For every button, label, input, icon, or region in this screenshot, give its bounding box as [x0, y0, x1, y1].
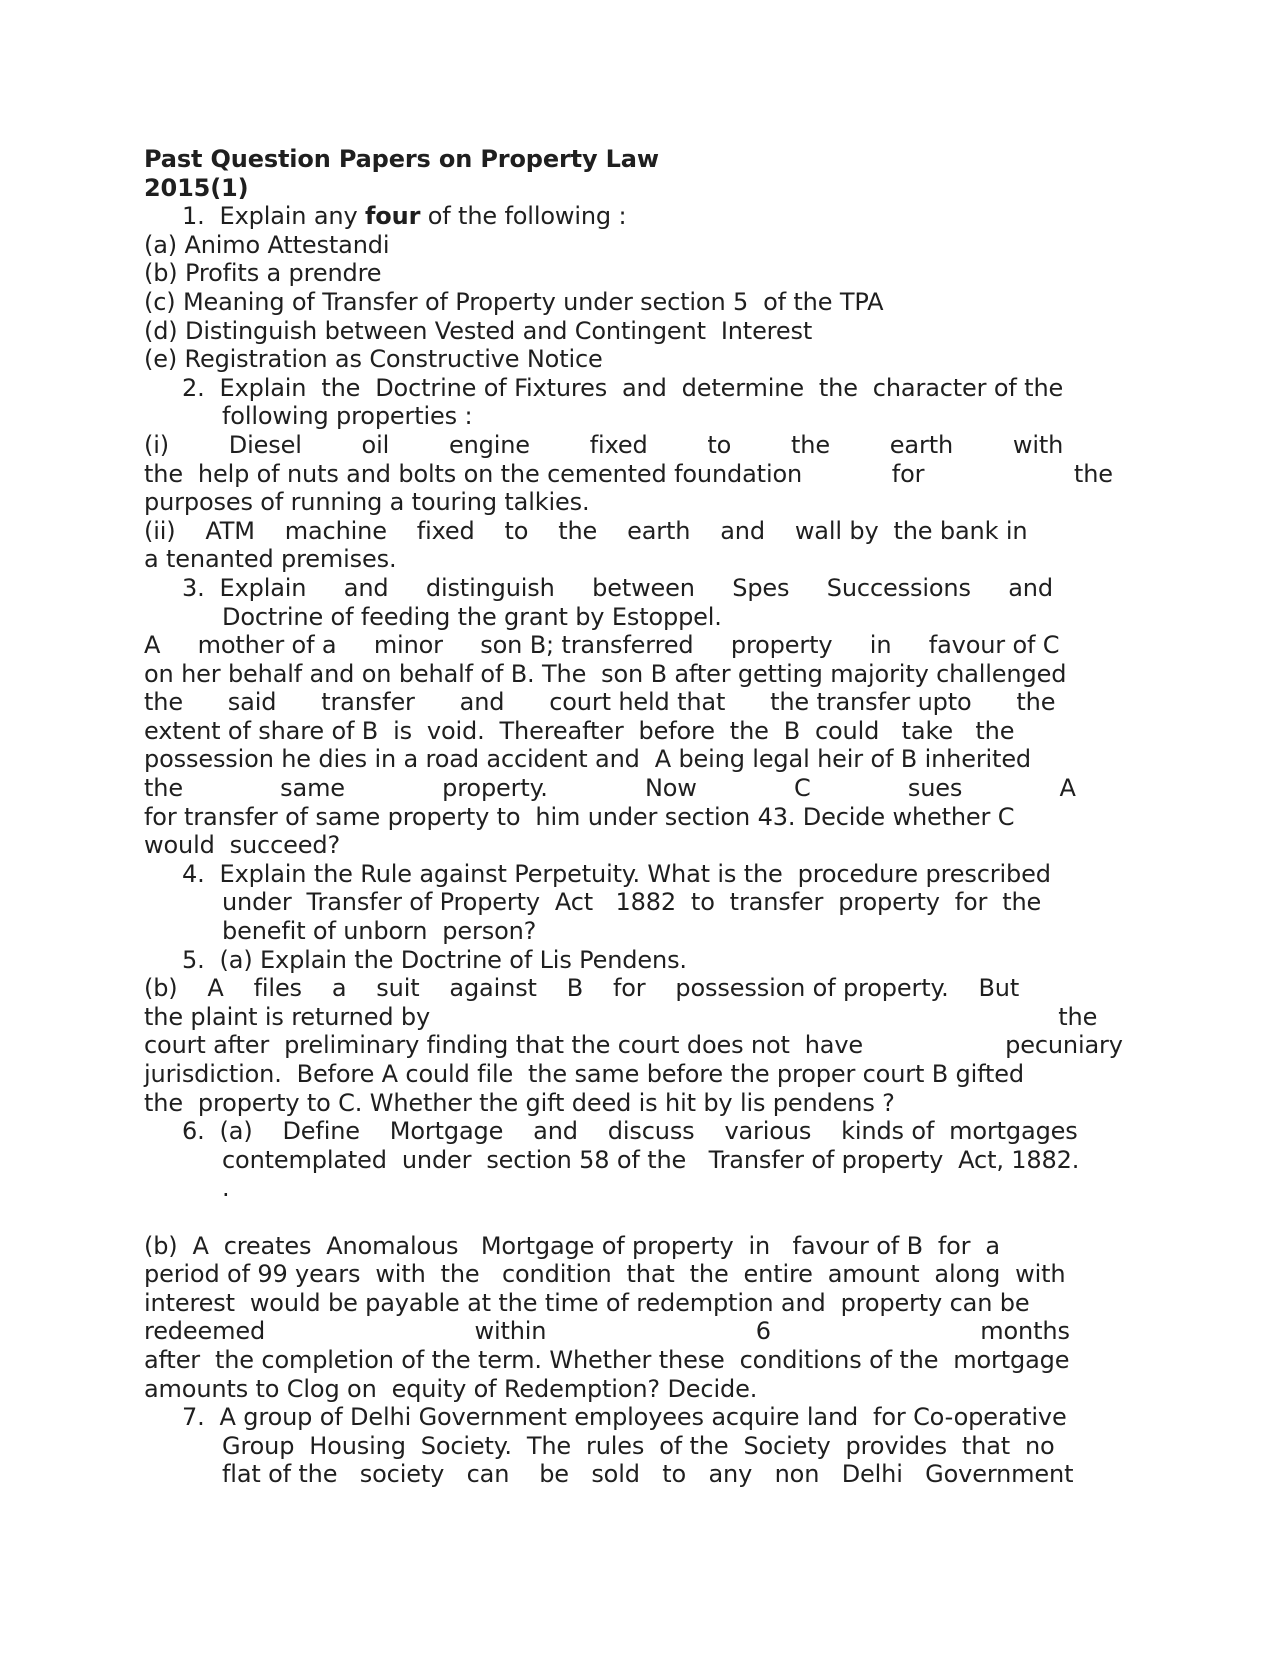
text-segment: . [222, 1174, 230, 1203]
text-line [144, 1260, 1136, 1289]
text-segment: following properties : [222, 402, 473, 431]
question-1 [144, 202, 1136, 231]
text-segment: (i) Diesel oil engine fixed to the earth with [144, 430, 1064, 459]
text-segment: extent of share of B is void. Thereafter before the B could take the [144, 716, 1015, 745]
text-line [144, 1432, 1136, 1461]
text-segment: (ii) ATM machine fixed to the earth and wall by the bank in [144, 516, 1028, 545]
text-line [144, 1146, 1136, 1175]
text-segment: 4. Explain the Rule against Perpetuity. What is the procedure prescribed [182, 859, 1051, 888]
text-line [144, 688, 1136, 717]
text-segment: flat of the society can be sold to any non Delhi Government [222, 1460, 1074, 1489]
text-line [144, 402, 1136, 431]
text-line [144, 1375, 1136, 1404]
text-segment: benefit of unborn person? [222, 917, 537, 946]
text-line [144, 1089, 1136, 1118]
text-segment: court after preliminary finding that the court does not have pecuniary [144, 1031, 1123, 1060]
item-ii [144, 517, 1136, 546]
text-line [144, 803, 1136, 832]
text-line [144, 745, 1136, 774]
item-e [144, 345, 1136, 374]
text-line [144, 1460, 1136, 1489]
text-segment: of the following : [420, 202, 627, 231]
document-body [144, 145, 1136, 1489]
text-line [144, 1346, 1136, 1375]
question-5 [144, 946, 1136, 975]
text-line [144, 1317, 1136, 1346]
text-line [144, 1031, 1136, 1060]
text-segment: possession he dies in a road accident and A being legal heir of B inherited [144, 745, 1032, 774]
text-segment: the property to C. Whether the gift deed is hit by lis pendens ? [144, 1088, 895, 1117]
text-line [144, 831, 1136, 860]
text-segment: on her behalf and on behalf of B. The son B after getting majority challenged [144, 659, 1067, 688]
question-2 [144, 374, 1136, 403]
text-segment: 7. A group of Delhi Government employees acquire land for Co-operative [182, 1403, 1067, 1432]
text-line [144, 603, 1136, 632]
text-line [144, 545, 1136, 574]
text-segment: redeemed within 6 months [144, 1317, 1070, 1346]
document-title [144, 145, 1136, 174]
item-i [144, 431, 1136, 460]
item-b [144, 259, 1136, 288]
question-4 [144, 860, 1136, 889]
text-segment: 5. (a) Explain the Doctrine of Lis Pendens. [182, 945, 687, 974]
text-line [144, 1232, 1136, 1261]
text-line [144, 1174, 1136, 1203]
text-segment: (a) Animo Attestandi [144, 230, 390, 259]
text-line [144, 631, 1136, 660]
text-segment: Group Housing Society. The rules of the Society provides that no [222, 1431, 1055, 1460]
item-d [144, 317, 1136, 346]
text-segment: A mother of a minor son B; transferred property in favour of C [144, 631, 1060, 660]
text-segment: the plaint is returned by the [144, 1002, 1098, 1031]
text-line [144, 660, 1136, 689]
text-line [144, 488, 1136, 517]
text-segment: 6. (a) Define Mortgage and discuss various kinds of mortgages [182, 1117, 1078, 1146]
text-segment: the said transfer and court held that the transfer upto the [144, 688, 1056, 717]
text-segment: for transfer of same property to him under section 43. Decide whether C [144, 802, 1015, 831]
text-segment: interest would be payable at the time of redemption and property can be [144, 1288, 1030, 1317]
text-segment: under Transfer of Property Act 1882 to transfer property for the [222, 888, 1042, 917]
text-segment: Doctrine of feeding the grant by Estoppel. [222, 602, 722, 631]
question-7 [144, 1403, 1136, 1432]
text-segment: after the completion of the term. Whether these conditions of the mortgage [144, 1345, 1070, 1374]
text-segment: Past Question Papers on Property Law [144, 145, 659, 173]
text-line [144, 888, 1136, 917]
document-year-heading [144, 174, 1136, 203]
text-segment: amounts to Clog on equity of Redemption? Decide. [144, 1374, 758, 1403]
text-line [144, 917, 1136, 946]
text-line [144, 774, 1136, 803]
text-line [144, 1060, 1136, 1089]
item-c [144, 288, 1136, 317]
text-segment: (e) Registration as Constructive Notice [144, 345, 603, 374]
text-segment: 2. Explain the Doctrine of Fixtures and determine the character of the [182, 373, 1064, 402]
text-segment: period of 99 years with the condition that the entire amount along with [144, 1260, 1066, 1289]
item-a [144, 231, 1136, 260]
text-segment: (b) Profits a prendre [144, 259, 382, 288]
text-segment: purposes of running a touring talkies. [144, 488, 590, 517]
text-segment: (b) A files a suit against B for possession of property. But [144, 974, 1020, 1003]
text-segment: jurisdiction. Before A could file the same before the proper court B gifted [144, 1060, 1024, 1088]
text-segment: contemplated under section 58 of the Transfer of property Act, 1882. [222, 1145, 1080, 1174]
text-segment: 3. Explain and distinguish between Spes Successions and [182, 573, 1053, 602]
question-3 [144, 574, 1136, 603]
text-segment: the help of nuts and bolts on the cemented foundation for the [144, 459, 1113, 488]
text-line [144, 974, 1136, 1003]
text-line [144, 717, 1136, 746]
text-segment: (c) Meaning of Transfer of Property under section 5 of the TPA [144, 287, 884, 316]
text-line [144, 460, 1136, 489]
text-segment: (b) A creates Anomalous Mortgage of property in favour of B for a [144, 1231, 1000, 1260]
text-segment: 1. Explain any [182, 202, 365, 231]
text-segment: the same property. Now C sues A [144, 774, 1076, 803]
text-segment: a tenanted premises. [144, 545, 397, 574]
text-segment: 2015(1) [144, 173, 249, 202]
text-line [144, 1003, 1136, 1032]
text-line [144, 1289, 1136, 1318]
emphasized-text: four [365, 202, 421, 231]
text-segment: (d) Distinguish between Vested and Contingent Interest [144, 316, 813, 345]
question-6 [144, 1117, 1136, 1146]
text-segment: would succeed? [144, 831, 341, 860]
text-line [144, 1203, 1136, 1232]
